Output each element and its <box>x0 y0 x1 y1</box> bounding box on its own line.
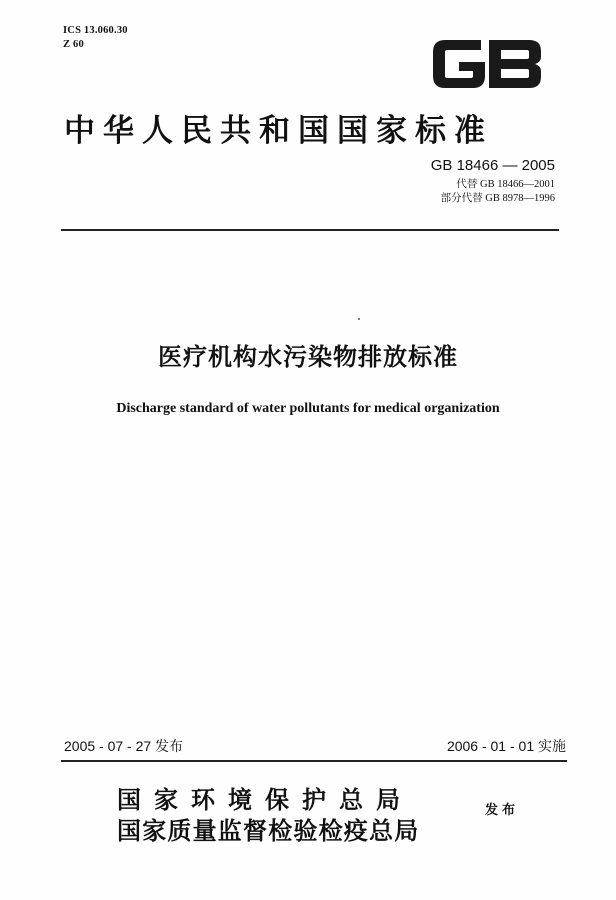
gb-logo <box>429 34 545 94</box>
implementation-date: 2006 - 01 - 01 实施 <box>446 738 566 754</box>
issuing-agency-environment: 国家环境保护总局 <box>117 786 413 814</box>
scan-speck <box>358 318 360 320</box>
issuing-agency-quality: 国家质量监督检验检疫总局 <box>117 817 420 845</box>
partially-replaces-line: 部分代替 GB 8978—1996 <box>440 193 555 204</box>
english-title: Discharge standard of water pollutants for medical organization <box>116 401 500 416</box>
standard-number: GB 18466 — 2005 <box>430 157 555 174</box>
footer-divider <box>61 760 567 762</box>
ccs-code: Z 60 <box>63 39 84 50</box>
header-divider <box>61 229 559 231</box>
ics-code: ICS 13.060.30 <box>63 25 128 36</box>
issue-date: 2005 - 07 - 27 发布 <box>64 738 184 754</box>
publish-label: 发布 <box>485 803 520 818</box>
national-standard-heading: 中华人民共和国国家标准 <box>64 113 493 149</box>
replaces-line: 代替 GB 18466—2001 <box>456 179 555 190</box>
replacement-info <box>441 178 555 206</box>
classification-codes <box>63 24 128 52</box>
chinese-title: 医疗机构水污染物排放标准 <box>158 343 458 371</box>
